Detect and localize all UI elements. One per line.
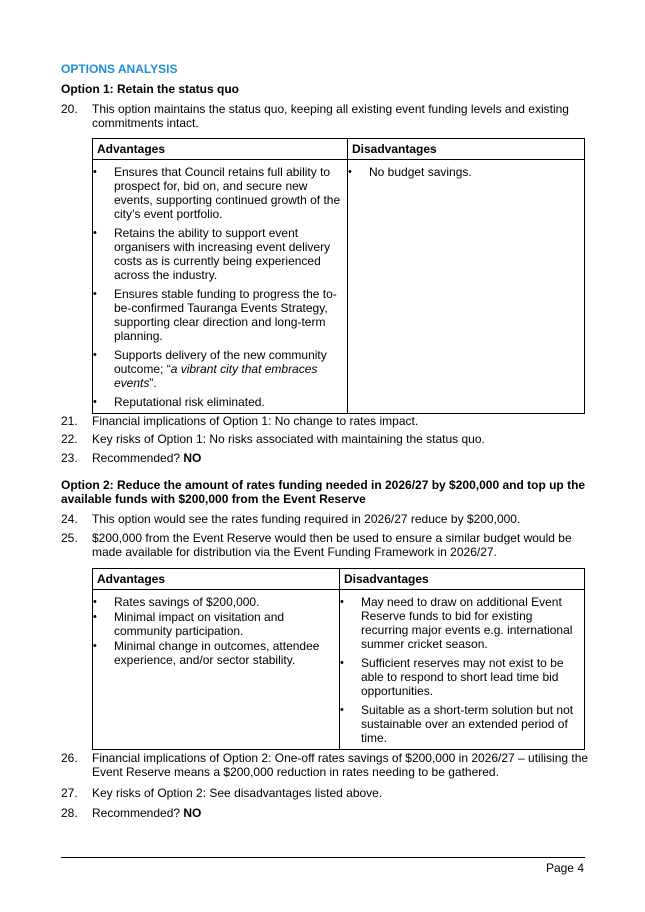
- section-heading: OPTIONS ANALYSIS: [61, 62, 178, 76]
- bullet-icon: •: [93, 640, 97, 652]
- bullet-icon: •: [93, 611, 97, 623]
- bullet-icon: •: [340, 596, 344, 608]
- page-number: Page 4: [545, 861, 584, 875]
- paragraph-27: [61, 786, 591, 800]
- list-item: • Minimal impact on visitation and community participation.: [93, 610, 285, 638]
- list-item: • Reputational risk eliminated.: [93, 395, 265, 409]
- paragraph-number: 23.: [61, 451, 78, 465]
- bullet-icon: •: [93, 596, 97, 608]
- paragraph-text: Key risks of Option 2: See disadvantages listed above.: [92, 786, 383, 800]
- paragraph-text: Financial implications of Option 2: One-off rates savings of $200,000 in 2026/27 – utilising the Event Reserve means a $200,000 reduction in rates needing to be gathered.: [92, 751, 589, 779]
- bullet-icon: •: [340, 657, 344, 669]
- paragraph-25: [61, 531, 591, 559]
- paragraph-21: [61, 414, 591, 428]
- paragraph-26: [61, 751, 591, 779]
- option2-table: [92, 568, 585, 750]
- paragraph-28: [61, 806, 591, 820]
- bullet-icon: •: [93, 166, 97, 178]
- advantages-header: Advantages: [93, 139, 348, 160]
- paragraph-22: [61, 432, 591, 446]
- paragraph-text: Key risks of Option 1: No risks associated with maintaining the status quo.: [92, 432, 485, 446]
- list-item: • No budget savings.: [348, 165, 472, 179]
- paragraph-24: [61, 512, 591, 526]
- option1-title: Option 1: Retain the status quo: [61, 82, 240, 96]
- paragraph-number: 22.: [61, 432, 78, 446]
- advantages-cell: [93, 590, 340, 750]
- list-item: • Supports delivery of the new community outcome; “a vibrant city that embraces events”.: [93, 348, 327, 390]
- list-item: • May need to draw on additional Event Reserve funds to bid for existing recurring major events e.g. international summer cricket season.: [340, 595, 573, 651]
- bullet-icon: •: [93, 396, 97, 408]
- advantages-header: Advantages: [93, 569, 340, 590]
- recommendation-answer: NO: [183, 451, 202, 465]
- list-item: • Minimal change in outcomes, attendee experience, and/or sector stability.: [93, 639, 320, 667]
- bullet-icon: •: [93, 227, 97, 239]
- list-item: • Rates savings of $200,000.: [93, 595, 260, 609]
- disadvantages-cell: [340, 590, 585, 750]
- paragraph-text: This option would see the rates funding required in 2026/27 reduce by $200,000.: [92, 512, 521, 526]
- option1-table: [92, 138, 585, 414]
- paragraph-text: Recommended? NO: [92, 451, 202, 465]
- disadvantages-cell: [348, 160, 585, 414]
- paragraph-number: 26.: [61, 751, 78, 765]
- disadvantages-header: Disadvantages: [340, 569, 585, 590]
- list-item: • Sufficient reserves may not exist to be able to respond to short lead time bid opportunities.: [340, 656, 564, 698]
- bullet-icon: •: [93, 349, 97, 361]
- list-item: • Suitable as a short-term solution but not sustainable over an extended period of time.: [340, 703, 574, 745]
- recommendation-answer: NO: [183, 806, 202, 820]
- paragraph-text: $200,000 from the Event Reserve would then be used to ensure a similar budget would be made available for distribution via the Event Funding Framework in 2026/27.: [92, 531, 572, 559]
- paragraph-text: This option maintains the status quo, keeping all existing event funding levels and existing commitments intact.: [92, 102, 569, 130]
- paragraph-number: 28.: [61, 806, 78, 820]
- advantages-cell: [93, 160, 348, 414]
- paragraph-text: Recommended? NO: [92, 806, 202, 820]
- list-item: • Ensures stable funding to progress the to-be-confirmed Tauranga Events Strategy, supporting clear direction and long-term planning.: [93, 287, 337, 343]
- option2-title: Option 2: Reduce the amount of rates funding needed in 2026/27 by $200,000 and top up the available funds with $200,000 from the Event Reserve: [61, 478, 586, 506]
- paragraph-number: 20.: [61, 102, 78, 116]
- paragraph-23: [61, 451, 591, 465]
- bullet-icon: •: [93, 288, 97, 300]
- paragraph-20: [61, 102, 591, 130]
- paragraph-number: 21.: [61, 414, 78, 428]
- paragraph-number: 27.: [61, 786, 78, 800]
- paragraph-number: 25.: [61, 531, 78, 545]
- community-outcome-quote: a vibrant city that embraces events: [114, 362, 318, 390]
- paragraph-text: Financial implications of Option 1: No change to rates impact.: [92, 414, 419, 428]
- list-item: • Ensures that Council retains full ability to prospect for, bid on, and secure new events, supporting continued growth of the city’s event portfolio.: [93, 165, 341, 221]
- paragraph-number: 24.: [61, 512, 78, 526]
- bullet-icon: •: [340, 704, 344, 716]
- bullet-icon: •: [348, 166, 352, 178]
- list-item: • Retains the ability to support event organisers with increasing event delivery costs as is currently being experienced across the industry.: [93, 226, 331, 282]
- disadvantages-header: Disadvantages: [348, 139, 585, 160]
- footer-divider: [61, 857, 585, 858]
